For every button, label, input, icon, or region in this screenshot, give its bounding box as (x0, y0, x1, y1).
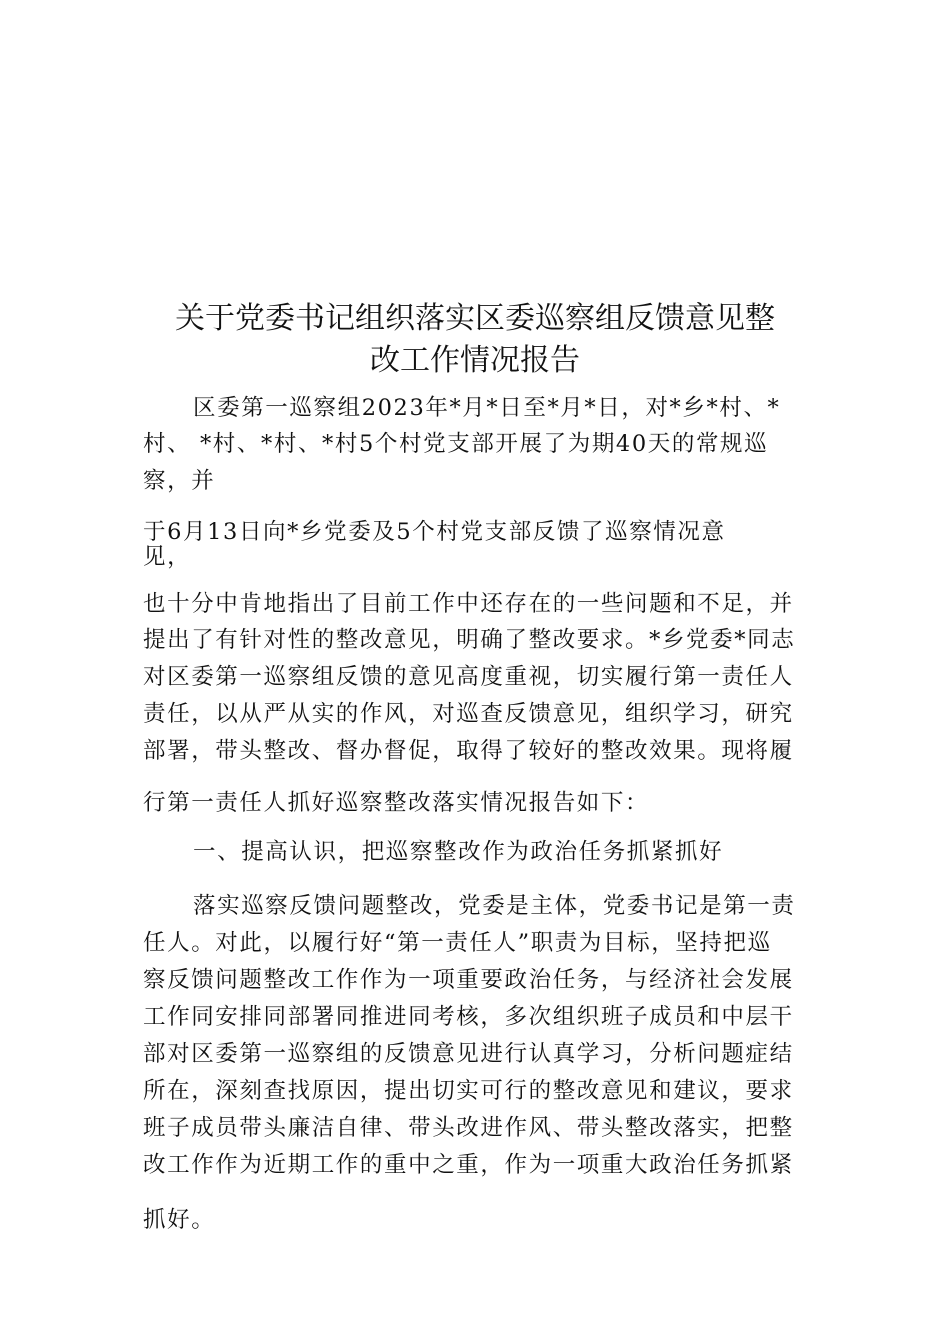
body-line-5: 见， (143, 544, 192, 570)
body-line-1: 区委第一巡察组2023年*月*日至*月*日，对*乡*村、* (193, 395, 781, 421)
title-line-1: 关于党委书记组织落实区委巡察组反馈意见整 (175, 301, 775, 336)
body-line-17: 所在，深刻查找原因，提出切实可行的整改意见和建议，要求 (143, 1078, 794, 1104)
body-line-7: 提出了有针对性的整改意见，明确了整改要求。*乡党委*同志 (143, 627, 796, 653)
document-title (120, 298, 830, 382)
body-line-16: 部对区委第一巡察组的反馈意见进行认真学习，分析问题症结 (143, 1041, 794, 1067)
section-heading-1: 一、提高认识，把巡察整改作为政治任务抓紧抓好 (193, 839, 724, 865)
body-line-12: 落实巡察反馈问题整改，党委是主体，党委书记是第一责 (193, 893, 796, 919)
body-line-2: 村、 *村、*村、*村5个村党支部开展了为期40天的常规巡 (143, 431, 769, 457)
body-line-8: 对区委第一巡察组反馈的意见高度重视，切实履行第一责任人 (143, 664, 794, 690)
body-line-3: 察，并 (143, 468, 216, 494)
body-line-13: 任人。对此，以履行好“第一责任人”职责为目标，坚持把巡 (143, 930, 772, 956)
body-line-14: 察反馈问题整改工作作为一项重要政治任务，与经济社会发展 (143, 967, 794, 993)
body-line-19: 改工作作为近期工作的重中之重，作为一项重大政治任务抓紧 (143, 1152, 794, 1178)
body-line-11: 行第一责任人抓好巡察整改落实情况报告如下： (143, 790, 650, 816)
body-line-9: 责任，以从严从实的作风，对巡查反馈意见，组织学习，研究 (143, 701, 794, 727)
body-line-15: 工作同安排同部署同推进同考核，多次组织班子成员和中层干 (143, 1004, 794, 1030)
body-line-20: 抓好。 (143, 1207, 216, 1233)
body-line-10: 部署，带头整改、督办督促，取得了较好的整改效果。现将履 (143, 738, 794, 764)
title-line-2: 改工作情况报告 (370, 343, 580, 378)
body-line-4: 于6月13日向*乡党委及5个村党支部反馈了巡察情况意 (143, 519, 726, 545)
body-line-18: 班子成员带头廉洁自律、带头改进作风、带头整改落实，把整 (143, 1115, 794, 1141)
body-line-6: 也十分中肯地指出了目前工作中还存在的一些问题和不足，并 (143, 591, 794, 617)
